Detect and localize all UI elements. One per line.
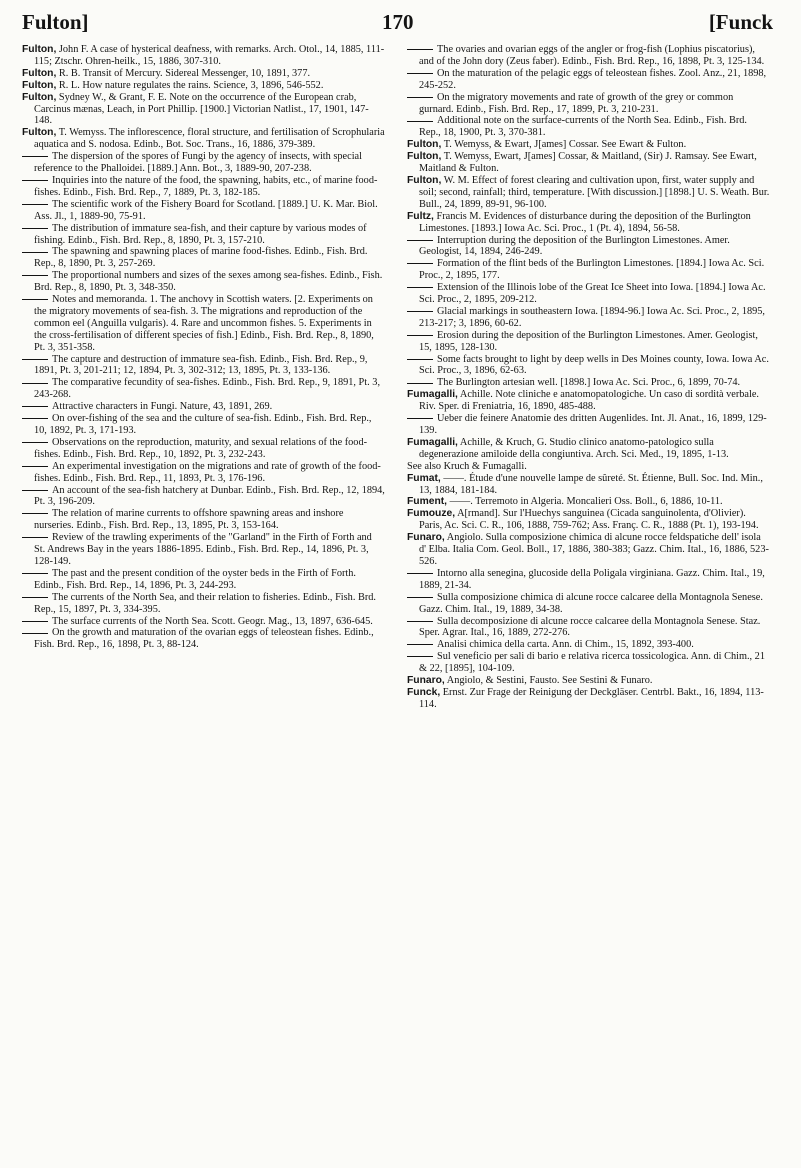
bibliography-entry <box>22 354 385 378</box>
entry-text: The comparative fecundity of sea-fishes. Edinb., Fish. Brd. Rep., 9, 1891, Pt. 3, 243-268. <box>34 377 381 401</box>
bibliography-entry <box>407 389 770 413</box>
bibliography-entry <box>22 151 385 175</box>
bibliography-entry <box>407 44 770 68</box>
entry-text: Attractive characters in Fungi. Nature, 43, 1891, 269. <box>52 401 273 413</box>
ditto-dash <box>22 383 48 384</box>
entry-text: W. M. Effect of forest clearing and cultivation upon, first, water supply and soil; second, rainfall; third, temperature. [With discussion.] [1898.] U. S. Weath. Bur. Bull., 24, 1899, 89-91, 96-100. <box>419 174 770 210</box>
ditto-dash <box>22 537 48 538</box>
author-heading: Fumagalli, <box>407 436 458 448</box>
entry-text: T. Wemyss, Ewart, J[ames] Cossar, & Maitland, (Sir) J. Ramsay. See Ewart, Maitland & Fulton. <box>419 151 757 175</box>
bibliography-entry <box>22 485 385 509</box>
author-heading: Funaro, <box>407 675 445 687</box>
ditto-dash <box>407 418 433 419</box>
bibliography-entry <box>22 437 385 461</box>
ditto-dash <box>22 513 48 514</box>
bibliography-entry <box>407 151 770 175</box>
bibliography-entry <box>407 211 770 235</box>
bibliography-entry <box>407 639 770 651</box>
entry-text: An experimental investigation on the migrations and rate of growth of the food-fishes. Edinb., Fish. Brd. Rep., 11, 1893, Pt. 3, 176-196. <box>34 460 381 484</box>
running-head-left: Fulton] <box>22 10 89 34</box>
entry-text: T. Wemyss. The inflorescence, floral structure, and fertilisation of Scrophularia aquatica and S. nodosa. Edinb., Bot. Soc. Trans., 16, 1886, 379-389. <box>34 127 385 151</box>
bibliography-entry <box>407 508 770 532</box>
entry-text: The past and the present condition of the oyster beds in the Firth of Forth. Edinb., Fish. Brd. Rep., 14, 1896, Pt. 3, 244-293. <box>34 567 356 591</box>
bibliography-entry <box>407 92 770 116</box>
entry-text: The currents of the North Sea, and their relation to fisheries. Edinb., Fish. Brd. Rep., 15, 1897, Pt. 3, 334-395. <box>34 591 376 615</box>
entry-text: See also Kruch & Fumagalli. <box>407 460 527 472</box>
bibliography-entry <box>22 175 385 199</box>
bibliography-entry <box>407 115 770 139</box>
ditto-dash <box>407 335 433 336</box>
entry-text: A[rmand]. Sur l'Huechys sanguinea (Cicada sanguinolenta, d'Olivier). Paris, Ac. Sci. C. R., 106, 1888, 759-762; Ass. Franç. C. R., 1888 (Pt. 1), 193-194. <box>419 508 759 532</box>
ditto-dash <box>22 597 48 598</box>
entry-text: T. Wemyss, & Ewart, J[ames] Cossar. See Ewart & Fulton. <box>441 139 687 151</box>
ditto-dash <box>407 656 433 657</box>
ditto-dash <box>407 121 433 122</box>
entry-text: The relation of marine currents to offshore spawning areas and inshore nurseries. Edinb., Fish. Brd. Rep., 13, 1895, Pt. 3, 153-164. <box>34 508 344 532</box>
bibliography-entry <box>22 223 385 247</box>
entry-text: Extension of the Illinois lobe of the Great Ice Sheet into Iowa. [1894.] Iowa Ac. Sci. Proc., 2, 1895, 209-212. <box>419 282 766 306</box>
bibliography-entry <box>407 68 770 92</box>
bibliography-entry <box>407 592 770 616</box>
bibliography-entry <box>22 80 385 92</box>
entry-text: On the migratory movements and rate of growth of the grey or common gurnard. Edinb., Fish. Brd. Rep., 17, 1899, Pt. 3, 210-231. <box>419 91 734 115</box>
entry-text: Analisi chimica della carta. Ann. di Chim., 15, 1892, 393-400. <box>437 639 694 651</box>
entry-text: Notes and memoranda. 1. The anchovy in Scottish waters. [2. Experiments on the migratory movements of sea-fish. 3. The migrations and reproduction of the common eel (Anguilla vulgaris). 4. Rare and uncommon fishes. 5. Experiments in the cross-fertilisation of different species of fish.] Edinb., Fish. Brd. Rep., 8, 1890, Pt. 3, 351-358. <box>34 294 374 353</box>
bibliography-entry <box>22 592 385 616</box>
bibliography-entry <box>22 461 385 485</box>
ditto-dash <box>22 275 48 276</box>
author-heading: Fulton, <box>407 139 442 151</box>
bibliography-entry <box>407 437 770 461</box>
entry-text: Formation of the flint beds of the Burlington Limestones. [1894.] Iowa Ac. Sci. Proc., 2, 1895, 177. <box>419 258 765 282</box>
ditto-dash <box>407 644 433 645</box>
author-heading: Funaro, <box>407 532 445 544</box>
entry-text: Sulla decomposizione di alcune rocce calcaree della Montagnola Senese. Staz. Sper. Agrar. Ital., 16, 1889, 272-276. <box>419 615 761 639</box>
entry-text: The distribution of immature sea-fish, and their capture by various modes of fishing. Edinb., Fish. Brd. Rep., 8, 1890, Pt. 3, 157-210. <box>34 222 367 246</box>
ditto-dash <box>22 299 48 300</box>
left-column <box>22 44 385 651</box>
entry-text: John F. A case of hysterical deafness, with remarks. Arch. Otol., 14, 1885, 111-115; Ztschr. Ohren-heilk., 15, 1886, 307-310. <box>34 44 385 67</box>
entry-text: The capture and destruction of immature sea-fish. Edinb., Fish. Brd. Rep., 9, 1891, Pt. 3, 201-211; 12, 1894, Pt. 3, 302-312; 13, 1895, Pt. 3, 133-136. <box>34 353 368 377</box>
author-heading: Fument, <box>407 496 448 508</box>
author-heading: Fultz, <box>407 210 434 222</box>
running-head-right: [Funck <box>708 10 773 34</box>
ditto-dash <box>22 228 48 229</box>
author-heading: Fulton, <box>22 91 57 103</box>
bibliography-entry <box>407 473 770 497</box>
entry-text: Review of the trawling experiments of the "Garland" in the Firth of Forth and St. Andrews Bay in the years 1886-1895. Edinb., Fish. Brd. Rep., 14, 1896, Pt. 3, 128-149. <box>34 532 372 567</box>
author-heading: Fulton, <box>22 79 57 91</box>
ditto-dash <box>22 573 48 574</box>
ditto-dash <box>407 311 433 312</box>
entry-text: Achille. Note cliniche e anatomopatologiche. Un caso di sordità verbale. Riv. Sper. di Freniatria, 16, 1890, 485-488. <box>419 389 760 413</box>
entry-text: Inquiries into the nature of the food, the spawning, habits, etc., of marine food-fishes. Edinb., Fish. Brd. Rep., 7, 1889, Pt. 3, 182-185. <box>34 174 378 198</box>
bibliography-entry <box>22 627 385 651</box>
author-heading: Funck, <box>407 686 441 698</box>
bibliography-entry <box>22 68 385 80</box>
bibliography-entry <box>407 532 770 568</box>
entry-text: Achille, & Kruch, G. Studio clinico anatomo-patologico sulla degenerazione amiloide della congiuntiva. Arch. Sci. Med., 19, 1895, 1-13. <box>419 436 729 460</box>
ditto-dash <box>22 621 48 622</box>
entry-text: On the growth and maturation of the ovarian eggs of teleostean fishes. Edinb., Fish. Brd. Rep., 16, 1898, Pt. 3, 88-124. <box>34 627 374 651</box>
ditto-dash <box>407 287 433 288</box>
bibliography-entry <box>22 270 385 294</box>
ditto-dash <box>407 263 433 264</box>
ditto-dash <box>22 418 48 419</box>
author-heading: Fulton, <box>22 127 57 139</box>
bibliography-entry <box>407 235 770 259</box>
bibliography-entry <box>407 687 770 711</box>
entry-text: The spawning and spawning places of marine food-fishes. Edinb., Fish. Brd. Rep., 8, 1890, Pt. 3, 257-269. <box>34 246 368 270</box>
ditto-dash <box>407 621 433 622</box>
entry-text: Francis M. Evidences of disturbance during the deposition of the Burlington Limestones. [1893.] Iowa Ac. Sci. Proc., 1 (Pt. 4), 1894, 56-58. <box>419 210 751 234</box>
entry-text: The ovaries and ovarian eggs of the angler or frog-fish (Lophius piscatorius), and of the John dory (Zeus faber). Edinb., Fish. Brd. Rep., 16, 1898, Pt. 3, 125-134. <box>419 44 765 67</box>
entry-text: Angiolo, & Sestini, Fausto. See Sestini & Funaro. <box>444 675 653 687</box>
ditto-dash <box>22 180 48 181</box>
author-heading: Fulton, <box>22 44 57 55</box>
bibliography-entry <box>407 413 770 437</box>
bibliography-entry <box>407 175 770 211</box>
bibliography-entry <box>22 127 385 151</box>
entry-text: Glacial markings in southeastern Iowa. [1894-96.] Iowa Ac. Sci. Proc., 2, 1895, 213-217; 3, 1896, 60-62. <box>419 305 765 329</box>
ditto-dash <box>22 466 48 467</box>
ditto-dash <box>22 156 48 157</box>
author-heading: Fumagalli, <box>407 389 458 401</box>
bibliography-entry <box>407 651 770 675</box>
entry-text: ——. Étude d'une nouvelle lampe de sûreté. St. Étienne, Bull. Soc. Ind. Min., 13, 1884, 181-184. <box>419 472 763 496</box>
bibliography-entry <box>22 92 385 128</box>
ditto-dash <box>407 97 433 98</box>
bibliography-entry <box>407 496 770 508</box>
ditto-dash <box>22 252 48 253</box>
entry-text: Sulla composizione chimica di alcune rocce calcaree della Montagnola Senese. Gazz. Chim. Ital., 19, 1889, 34-38. <box>419 591 763 615</box>
bibliography-entry <box>22 508 385 532</box>
author-heading: Fulton, <box>407 174 442 186</box>
entry-text: Ernst. Zur Frage der Reinigung der Deckgläser. Centrbl. Bakt., 16, 1894, 113-114. <box>419 686 764 710</box>
author-heading: Fumat, <box>407 472 441 484</box>
ditto-dash <box>22 359 48 360</box>
entry-text: Intorno alla senegina, glucoside della Poligala virginiana. Gazz. Chim. Ital., 19, 1889, 21-34. <box>419 567 765 591</box>
bibliography-entry <box>407 139 770 151</box>
ditto-dash <box>407 49 433 50</box>
ditto-dash <box>407 359 433 360</box>
bibliography-entry <box>407 330 770 354</box>
entry-text: Observations on the reproduction, maturity, and sexual relations of the food-fishes. Edinb., Fish. Brd. Rep., 10, 1892, Pt. 3, 232-243. <box>34 436 368 460</box>
entry-text: An account of the sea-fish hatchery at Dunbar. Edinb., Fish. Brd. Rep., 12, 1894, Pt. 3, 196-209. <box>34 484 385 508</box>
entry-text: R. L. How nature regulates the rains. Science, 3, 1896, 546-552. <box>56 79 324 91</box>
entry-text: Sydney W., & Grant, F. E. Note on the occurrence of the European crab, Carcinus mænas, Leach, in Port Phillip. [1900.] Victorian Natlist., 17, 1901, 147-148. <box>34 91 369 127</box>
bibliography-entry <box>22 199 385 223</box>
entry-text: On the maturation of the pelagic eggs of teleostean fishes. Zool. Anz., 21, 1898, 245-252. <box>419 67 767 91</box>
entry-text: The Burlington artesian well. [1898.] Iowa Ac. Sci. Proc., 6, 1899, 70-74. <box>437 377 741 389</box>
ditto-dash <box>22 490 48 491</box>
entry-text: The surface currents of the North Sea. Scott. Geogr. Mag., 13, 1897, 636-645. <box>52 615 373 627</box>
page-number: 170 <box>382 10 414 34</box>
entry-text: Ueber die feinere Anatomie des dritten Augenlides. Int. Jl. Anat., 16, 1899, 129-139. <box>419 413 767 436</box>
bibliography-entry <box>407 354 770 378</box>
ditto-dash <box>407 383 433 384</box>
ditto-dash <box>22 442 48 443</box>
bibliography-entry <box>22 532 385 568</box>
bibliography-entry <box>22 413 385 437</box>
entry-text: Angiolo. Sulla composizione chimica di alcune rocce feldspatiche dell' isola d' Elba. Italia Com. Geol. Boll., 17, 1886, 380-383; Gazz. Chim. Ital., 16, 1886, 523-526. <box>419 532 769 567</box>
bibliography-entry <box>407 306 770 330</box>
entry-text: Sul veneficio per sali di bario e relativa ricerca tossicologica. Ann. di Chim., 21 & 22, [1895], 104-109. <box>419 651 765 675</box>
bibliography-entry <box>22 294 385 354</box>
bibliography-entry <box>407 377 770 389</box>
ditto-dash <box>407 240 433 241</box>
bibliography-entry <box>22 568 385 592</box>
bibliography-entry <box>407 461 770 473</box>
bibliography-entry <box>407 282 770 306</box>
bibliography-entry <box>407 258 770 282</box>
entry-text: The dispersion of the spores of Fungi by the agency of insects, with special reference to the Phalloidei. [1889.] Ann. Bot., 3, 1889-90, 207-238. <box>34 151 362 175</box>
ditto-dash <box>407 573 433 574</box>
bibliography-entry <box>407 675 770 687</box>
bibliography-entry <box>22 246 385 270</box>
author-heading: Fulton, <box>407 151 442 163</box>
entry-text: Some facts brought to light by deep wells in Des Moines county, Iowa. Iowa Ac. Sci. Proc., 3, 1896, 62-63. <box>419 353 769 377</box>
right-column <box>407 44 770 711</box>
ditto-dash <box>22 406 48 407</box>
author-heading: Fumouze, <box>407 508 456 520</box>
entry-text: ——. Terremoto in Algeria. Moncalieri Oss. Boll., 6, 1886, 10-11. <box>447 496 723 508</box>
entry-text: Erosion during the deposition of the Burlington Limestones. Amer. Geologist, 15, 1895, 128-130. <box>419 329 758 353</box>
ditto-dash <box>22 633 48 634</box>
bibliography-entry <box>407 568 770 592</box>
entry-text: Interruption during the deposition of the Burlington Limestones. Amer. Geologist, 14, 1894, 246-249. <box>419 234 730 258</box>
entry-text: The proportional numbers and sizes of the sexes among sea-fishes. Edinb., Fish. Brd. Rep., 8, 1890, Pt. 3, 348-350. <box>34 270 383 294</box>
ditto-dash <box>22 204 48 205</box>
bibliography-entry <box>407 616 770 640</box>
ditto-dash <box>407 73 433 74</box>
author-heading: Fulton, <box>22 67 57 79</box>
bibliography-entry <box>22 377 385 401</box>
ditto-dash <box>407 597 433 598</box>
entry-text: On over-fishing of the sea and the culture of sea-fish. Edinb., Fish. Brd. Rep., 10, 1892, Pt. 3, 171-193. <box>34 413 372 436</box>
entry-text: The scientific work of the Fishery Board for Scotland. [1889.] U. K. Mar. Biol. Ass. Jl., 1, 1889-90, 75-91. <box>34 198 378 222</box>
bibliography-entry <box>22 616 385 628</box>
entry-text: Additional note on the surface-currents of the North Sea. Edinb., Fish. Brd. Rep., 18, 1900, Pt. 3, 370-381. <box>419 115 747 139</box>
bibliography-entry <box>22 44 385 68</box>
entry-text: R. B. Transit of Mercury. Sidereal Messenger, 10, 1891, 377. <box>56 67 311 79</box>
bibliography-entry <box>22 401 385 413</box>
